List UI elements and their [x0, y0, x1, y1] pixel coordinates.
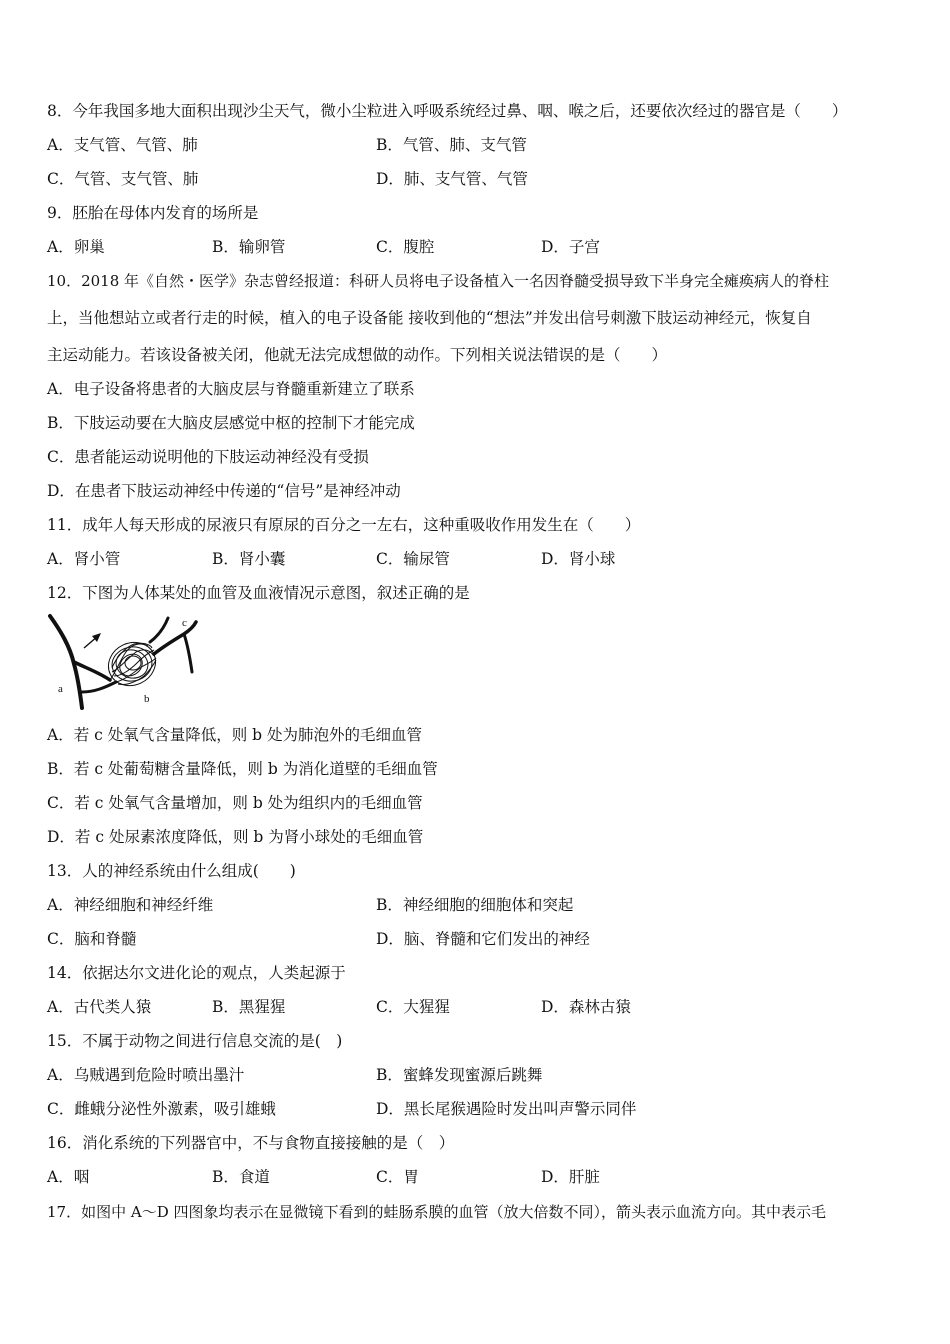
question-15-option-c: C．雌蛾分泌性外激素，吸引雄蛾 [47, 1100, 276, 1118]
question-11-stem: 11．成年人每天形成的尿液只有原尿的百分之一左右，这种重吸收作用发生在（ ） [47, 516, 641, 534]
question-10-option-d: D．在患者下肢运动神经中传递的“信号”是神经冲动 [47, 482, 401, 500]
question-10-option-a: A．电子设备将患者的大脑皮层与脊髓重新建立了联系 [47, 380, 415, 398]
question-16-option-b: B．食道 [212, 1168, 270, 1186]
question-13-option-a: A．神经细胞和神经纤维 [47, 896, 214, 914]
question-10-stem-line-2: 上，当他想站立或者行走的时候，植入的电子设备能 接收到他的“想法”并发出信号刺激下肢运动神经元，恢复自 [47, 309, 812, 327]
question-11-option-d: D．肾小球 [541, 550, 616, 568]
question-9-stem: 9．胚胎在母体内发育的场所是 [47, 204, 259, 222]
question-8-stem: 8．今年我国多地大面积出现沙尘天气，微小尘粒进入呼吸系统经过鼻、咽、喉之后，还要依次经过的器官是（ ） [47, 102, 848, 120]
question-10-stem-line-1: 10．2018 年《自然・医学》杂志曾经报道：科研人员将电子设备植入一名因脊髓受损导致下半身完全瘫痪病人的脊柱 [47, 272, 830, 290]
question-13-option-c: C．脑和脊髓 [47, 930, 137, 948]
question-11-option-b: B．肾小囊 [212, 550, 286, 568]
blood-vessel-figure [46, 612, 198, 710]
figure-label-c: c [182, 617, 187, 629]
question-16-option-a: A．咽 [47, 1168, 90, 1186]
question-16-option-d: D．肝脏 [541, 1168, 600, 1186]
question-14-stem: 14．依据达尔文进化论的观点，人类起源于 [47, 964, 346, 982]
question-10-option-c: C．患者能运动说明他的下肢运动神经没有受损 [47, 448, 369, 466]
question-8-option-d: D．肺、支气管、气管 [376, 170, 528, 188]
question-14-option-c: C．大猩猩 [376, 998, 450, 1016]
question-12-option-d: D．若 c 处尿素浓度降低，则 b 为肾小球处的毛细血管 [47, 828, 424, 846]
question-17-stem: 17．如图中 A～D 四图象均表示在显微镜下看到的蛙肠系膜的血管（放大倍数不同），箭头表示血流方向。其中表示毛 [47, 1203, 826, 1221]
question-13-option-d: D．脑、脊髓和它们发出的神经 [376, 930, 590, 948]
flow-arrow-icon [84, 633, 101, 648]
question-15-option-a: A．乌贼遇到危险时喷出墨汁 [47, 1066, 245, 1084]
question-16-stem: 16．消化系统的下列器官中，不与食物直接接触的是（ ） [47, 1134, 455, 1152]
question-13-option-b: B．神经细胞的细胞体和突起 [376, 896, 574, 914]
figure-label-b: b [144, 693, 150, 705]
vein-vessel [150, 618, 196, 672]
question-15-option-d: D．黑长尾猴遇险时发出叫声警示同伴 [376, 1100, 637, 1118]
question-16-option-c: C．胃 [376, 1168, 419, 1186]
question-14-option-d: D．森林古猿 [541, 998, 631, 1016]
question-11-option-c: C．输尿管 [376, 550, 450, 568]
question-10-option-b: B．下肢运动要在大脑皮层感觉中枢的控制下才能完成 [47, 414, 415, 432]
question-15-stem: 15．不属于动物之间进行信息交流的是( ) [47, 1032, 343, 1050]
question-12-option-a: A．若 c 处氧气含量降低，则 b 处为肺泡外的毛细血管 [47, 726, 423, 744]
question-13-stem: 13．人的神经系统由什么组成( ) [47, 862, 296, 880]
question-9-option-d: D．子宫 [541, 238, 600, 256]
question-8-option-b: B．气管、肺、支气管 [376, 136, 527, 154]
question-14-option-a: A．古代类人猿 [47, 998, 152, 1016]
question-12-option-b: B．若 c 处葡萄糖含量降低，则 b 为消化道壁的毛细血管 [47, 760, 438, 778]
question-12-option-c: C．若 c 处氧气含量增加，则 b 处为组织内的毛细血管 [47, 794, 423, 812]
question-8-option-a: A．支气管、气管、肺 [47, 136, 198, 154]
question-11-option-a: A．肾小管 [47, 550, 121, 568]
question-9-option-c: C．腹腔 [376, 238, 435, 256]
question-8-option-c: C．气管、支气管、肺 [47, 170, 199, 188]
question-14-option-b: B．黑猩猩 [212, 998, 286, 1016]
question-12-stem: 12．下图为人体某处的血管及血液情况示意图，叙述正确的是 [47, 584, 470, 602]
figure-label-a: a [58, 683, 63, 695]
question-9-option-a: A．卵巢 [47, 238, 105, 256]
question-9-option-b: B．输卵管 [212, 238, 286, 256]
question-10-stem-line-3: 主运动能力。若该设备被关闭，他就无法完成想做的动作。下列相关说法错误的是（ ） [47, 346, 668, 364]
question-15-option-b: B．蜜蜂发现蜜源后跳舞 [376, 1066, 543, 1084]
